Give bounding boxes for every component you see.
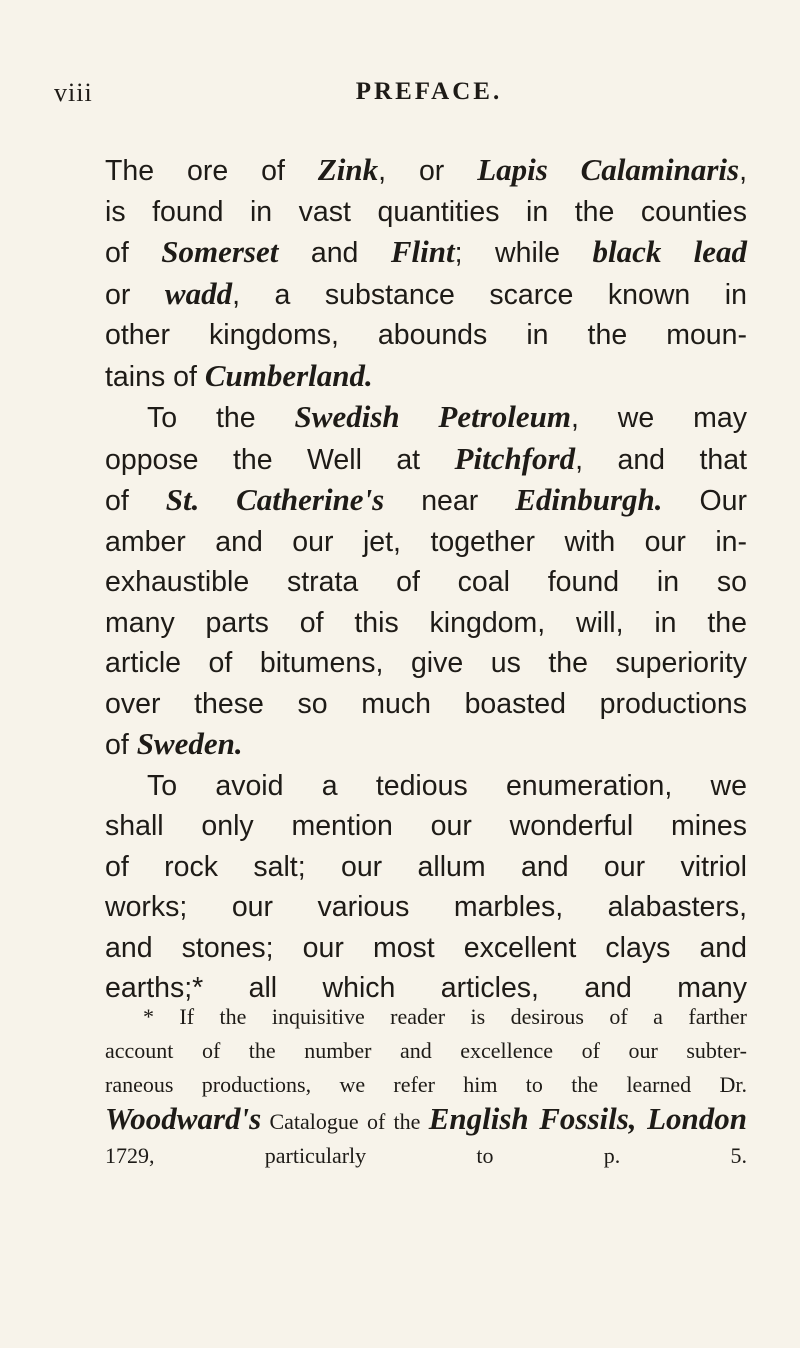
footnote-line [105, 1068, 747, 1102]
body-line [105, 887, 747, 928]
body-line [105, 480, 747, 522]
footnote-line [105, 1102, 747, 1139]
text-run: Catalogue of the [261, 1109, 429, 1134]
italic-run: Swedish Petroleum [294, 399, 571, 434]
footnote-line [105, 1034, 747, 1068]
italic-run: Flint [390, 234, 455, 269]
text-run: oppose the Well at [105, 443, 455, 476]
text-run: article of bitumens, give us the superiority [105, 647, 747, 679]
italic-run: St. Catherine's [165, 482, 385, 517]
italic-run: Pitchford [454, 440, 576, 476]
text-run: , a substance scarce known in [232, 278, 747, 311]
text-run: amber and our jet, together with our in- [105, 525, 747, 558]
text-run: works; our various marbles, alabasters, [105, 891, 747, 923]
body-line [105, 439, 747, 481]
text-run: tains of [105, 360, 205, 393]
body-text [105, 150, 747, 1009]
italic-run: wadd [164, 275, 233, 311]
italic-run: Lapis Calaminaris [477, 152, 740, 187]
text-run: of [105, 485, 166, 517]
italic-run: English Fossils, London [428, 1101, 747, 1136]
text-run: raneous productions, we refer him to the learned Dr. [105, 1072, 747, 1097]
text-run: of [105, 237, 162, 269]
body-line [105, 724, 747, 766]
text-run: over these so much boasted productions [105, 687, 747, 720]
italic-run: Cumberland. [204, 357, 373, 393]
italic-run: Edinburgh. [515, 482, 663, 517]
body-line [105, 192, 747, 233]
text-run: earths;* all which articles, and many [105, 972, 747, 1004]
italic-run: Zink [317, 152, 379, 187]
italic-run: Somerset [161, 234, 279, 269]
text-run: To the [147, 402, 295, 434]
text-run: near [384, 485, 516, 517]
body-line [105, 928, 747, 969]
text-run: , or [378, 155, 478, 187]
italic-run: Sweden. [136, 726, 243, 761]
text-run: shall only mention our wonderful mines [105, 810, 747, 842]
body-line [105, 847, 747, 888]
text-run: * If the inquisitive reader is desirous of a farther [143, 1004, 747, 1029]
body-line [105, 315, 747, 356]
body-line [105, 356, 747, 398]
body-line [105, 522, 747, 563]
text-run: , and that [575, 443, 747, 476]
text-run: and [278, 237, 391, 269]
body-line [105, 562, 747, 603]
italic-run: black lead [592, 234, 748, 269]
text-run: To avoid a tedious enumeration, we [147, 769, 747, 802]
body-line [105, 397, 747, 439]
body-line [105, 603, 747, 644]
text-run: , [739, 155, 747, 187]
text-run: 1729, particularly to p. 5. [105, 1143, 747, 1168]
text-run: many parts of this kingdom, will, in the [105, 606, 747, 639]
text-run: , we may [570, 402, 747, 434]
footnote-line [105, 1139, 747, 1173]
running-title: PREFACE. [355, 78, 503, 105]
text-run: is found in vast quantities in the counties [105, 195, 747, 228]
text-run: other kingdoms, abounds in the moun- [105, 319, 747, 351]
page-number: viii [54, 78, 93, 107]
text-run: ; while [454, 237, 593, 269]
footnote [105, 1000, 747, 1173]
text-run: exhaustible strata of coal found in so [105, 566, 747, 598]
body-line [105, 643, 747, 684]
text-run: The ore of [105, 155, 318, 187]
text-run: of [105, 729, 137, 761]
text-run: and stones; our most excellent clays and [105, 931, 747, 964]
body-line [105, 274, 747, 316]
body-line [105, 766, 747, 807]
italic-run: Woodward's [105, 1101, 262, 1136]
text-run: Our [662, 485, 747, 517]
text-run: or [105, 278, 165, 311]
text-run: account of the number and excellence of our subter- [105, 1038, 747, 1063]
text-run: of rock salt; our allum and our vitriol [105, 850, 747, 883]
footnote-line [105, 1000, 747, 1034]
body-line [105, 806, 747, 847]
body-line [105, 150, 747, 192]
page-header [54, 78, 744, 118]
body-line [105, 232, 747, 274]
body-line [105, 684, 747, 725]
